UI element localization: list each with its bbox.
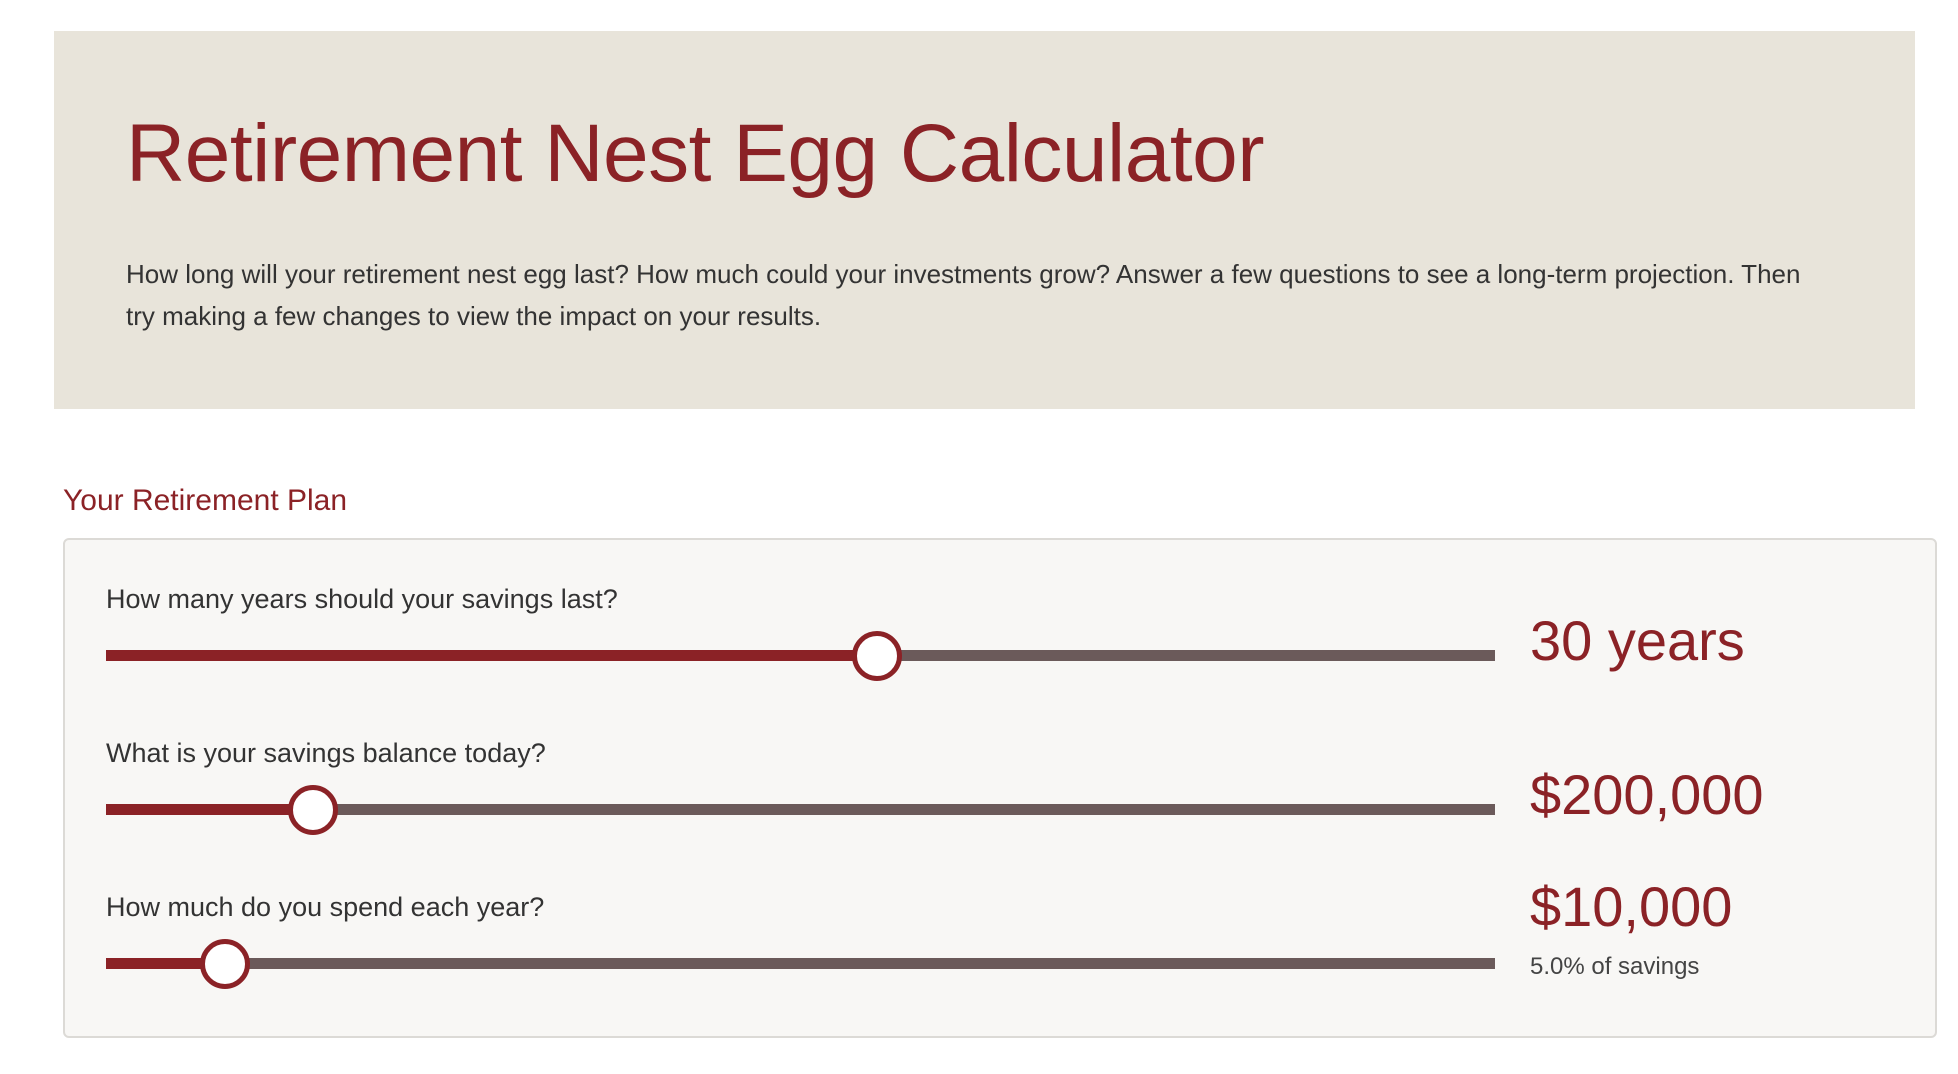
savings-slider-thumb[interactable] [288,785,338,835]
savings-slider[interactable] [106,804,1495,815]
years-slider-fill [106,650,877,661]
section-title: Your Retirement Plan [63,484,348,517]
years-slider[interactable] [106,650,1495,661]
retirement-plan-panel [63,538,1937,1038]
spending-percent-note: 5.0% of savings [1530,953,1700,980]
spending-slider-thumb[interactable] [200,939,250,989]
years-value: 30 years [1530,609,1745,672]
years-question-label: How many years should your savings last? [106,584,618,614]
savings-value: $200,000 [1530,763,1764,826]
intro-description: How long will your retirement nest egg last? How much could your investments grow? Answer a few questions to see a long-term projection. Then try making a few changes to view the impact on your results. [126,259,1801,331]
savings-question-label: What is your savings balance today? [106,738,546,768]
years-slider-thumb[interactable] [852,631,902,681]
spending-slider[interactable] [106,958,1495,969]
spending-question-label: How much do you spend each year? [106,892,545,922]
savings-slider-fill [106,804,313,815]
page-title: Retirement Nest Egg Calculator [126,108,1265,199]
intro-banner [54,31,1915,409]
spending-value: $10,000 [1530,875,1733,938]
